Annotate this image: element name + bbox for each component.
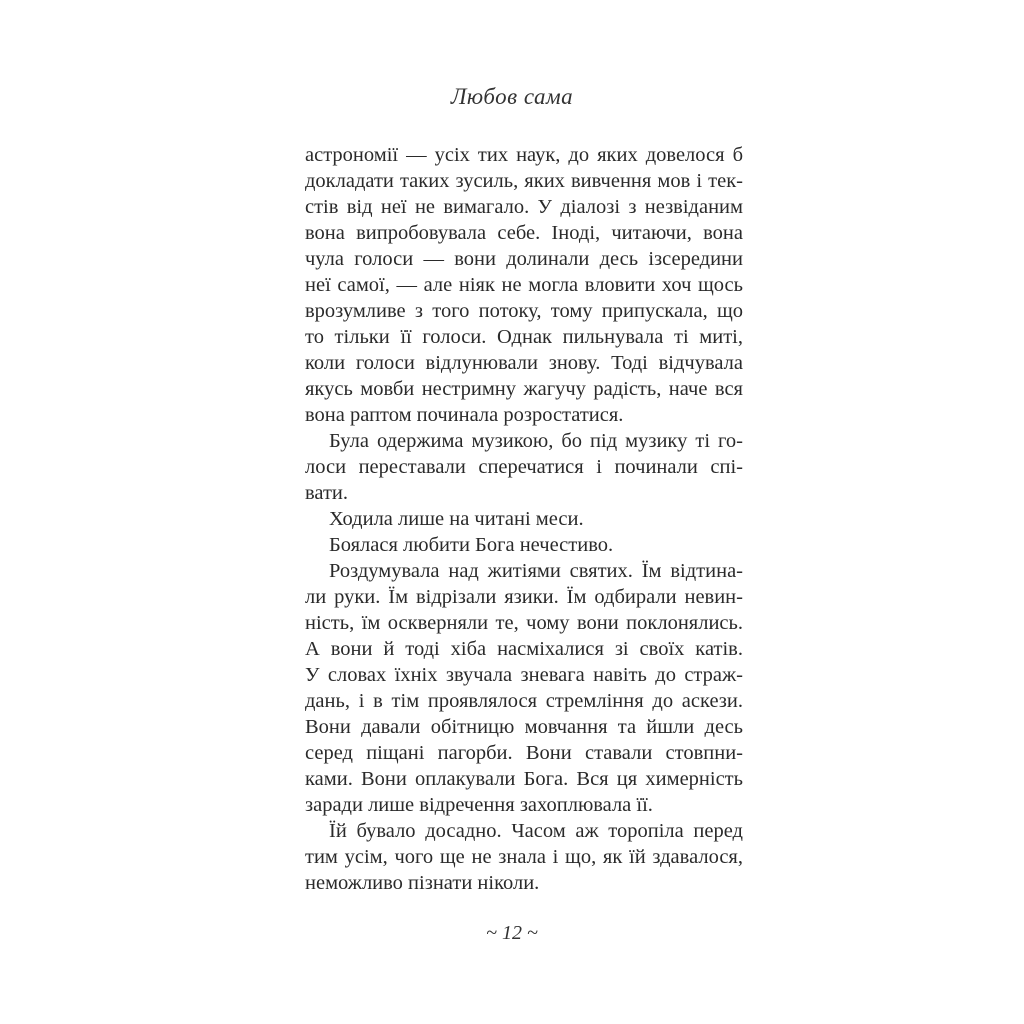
page-body-text xyxy=(305,142,743,896)
text-line: коли голоси відлунювали знову. Тоді відчувала xyxy=(305,352,743,374)
text-line: вати. xyxy=(305,482,349,504)
text-line: ність, їм оскверняли те, чому вони поклонялись. xyxy=(305,612,743,634)
text-line: докладати таких зусиль, яких вивчення мов і тек- xyxy=(305,170,743,192)
text-line: неможливо пізнати ніколи. xyxy=(305,872,540,894)
text-line: дань, і в тім проявлялося стремління до аскези. xyxy=(305,690,743,712)
text-line: А вони й тоді хіба насміхалися зі своїх катів. xyxy=(305,638,743,660)
text-line: Вони давали обітницю мовчання та йшли десь xyxy=(305,716,743,738)
text-line: Була одержима музикою, бо під музику ті го- xyxy=(329,430,743,452)
text-line: Ходила лише на читані меси. xyxy=(329,508,584,530)
text-line: якусь мовби нестримну жагучу радість, наче вся xyxy=(305,378,743,400)
text-line: вона раптом починала розростатися. xyxy=(305,404,624,426)
text-line: лоси переставали сперечатися і починали спі- xyxy=(305,456,743,478)
text-line: серед піщані пагорби. Вони ставали стовпни- xyxy=(305,742,743,764)
text-line: заради лише відречення захоплювала її. xyxy=(305,794,653,816)
text-line: чула голоси — вони долинали десь ізсередини xyxy=(305,248,743,270)
running-header: Любов сама xyxy=(450,84,574,109)
page-number: ~ 12 ~ xyxy=(486,922,538,944)
text-line: стів від неї не вимагало. У діалозі з незвіданим xyxy=(305,196,743,218)
text-line: неї самої, — але ніяк не могла вловити хоч щось xyxy=(305,274,743,296)
text-line: Боялася любити Бога нечестиво. xyxy=(329,534,614,556)
text-line: то тільки її голоси. Однак пильнувала ті миті, xyxy=(305,326,743,348)
text-line: врозумливе з того потоку, тому припускала, що xyxy=(305,300,743,322)
text-line: ками. Вони оплакували Бога. Вся ця химерність xyxy=(305,768,743,790)
text-line: вона випробовувала себе. Іноді, читаючи, вона xyxy=(305,222,743,244)
text-line: У словах їхніх звучала зневага навіть до страж- xyxy=(305,664,743,686)
text-line: тим усім, чого ще не знала і що, як їй здавалося, xyxy=(305,846,743,868)
text-line: ли руки. Їм відрізали язики. Їм одбирали невин- xyxy=(305,586,743,608)
text-line: астрономії — усіх тих наук, до яких довелося б xyxy=(305,144,743,166)
text-line: Роздумувала над житіями святих. Їм відтина- xyxy=(329,560,743,582)
text-line: Їй бувало досадно. Часом аж торопіла перед xyxy=(329,820,743,842)
